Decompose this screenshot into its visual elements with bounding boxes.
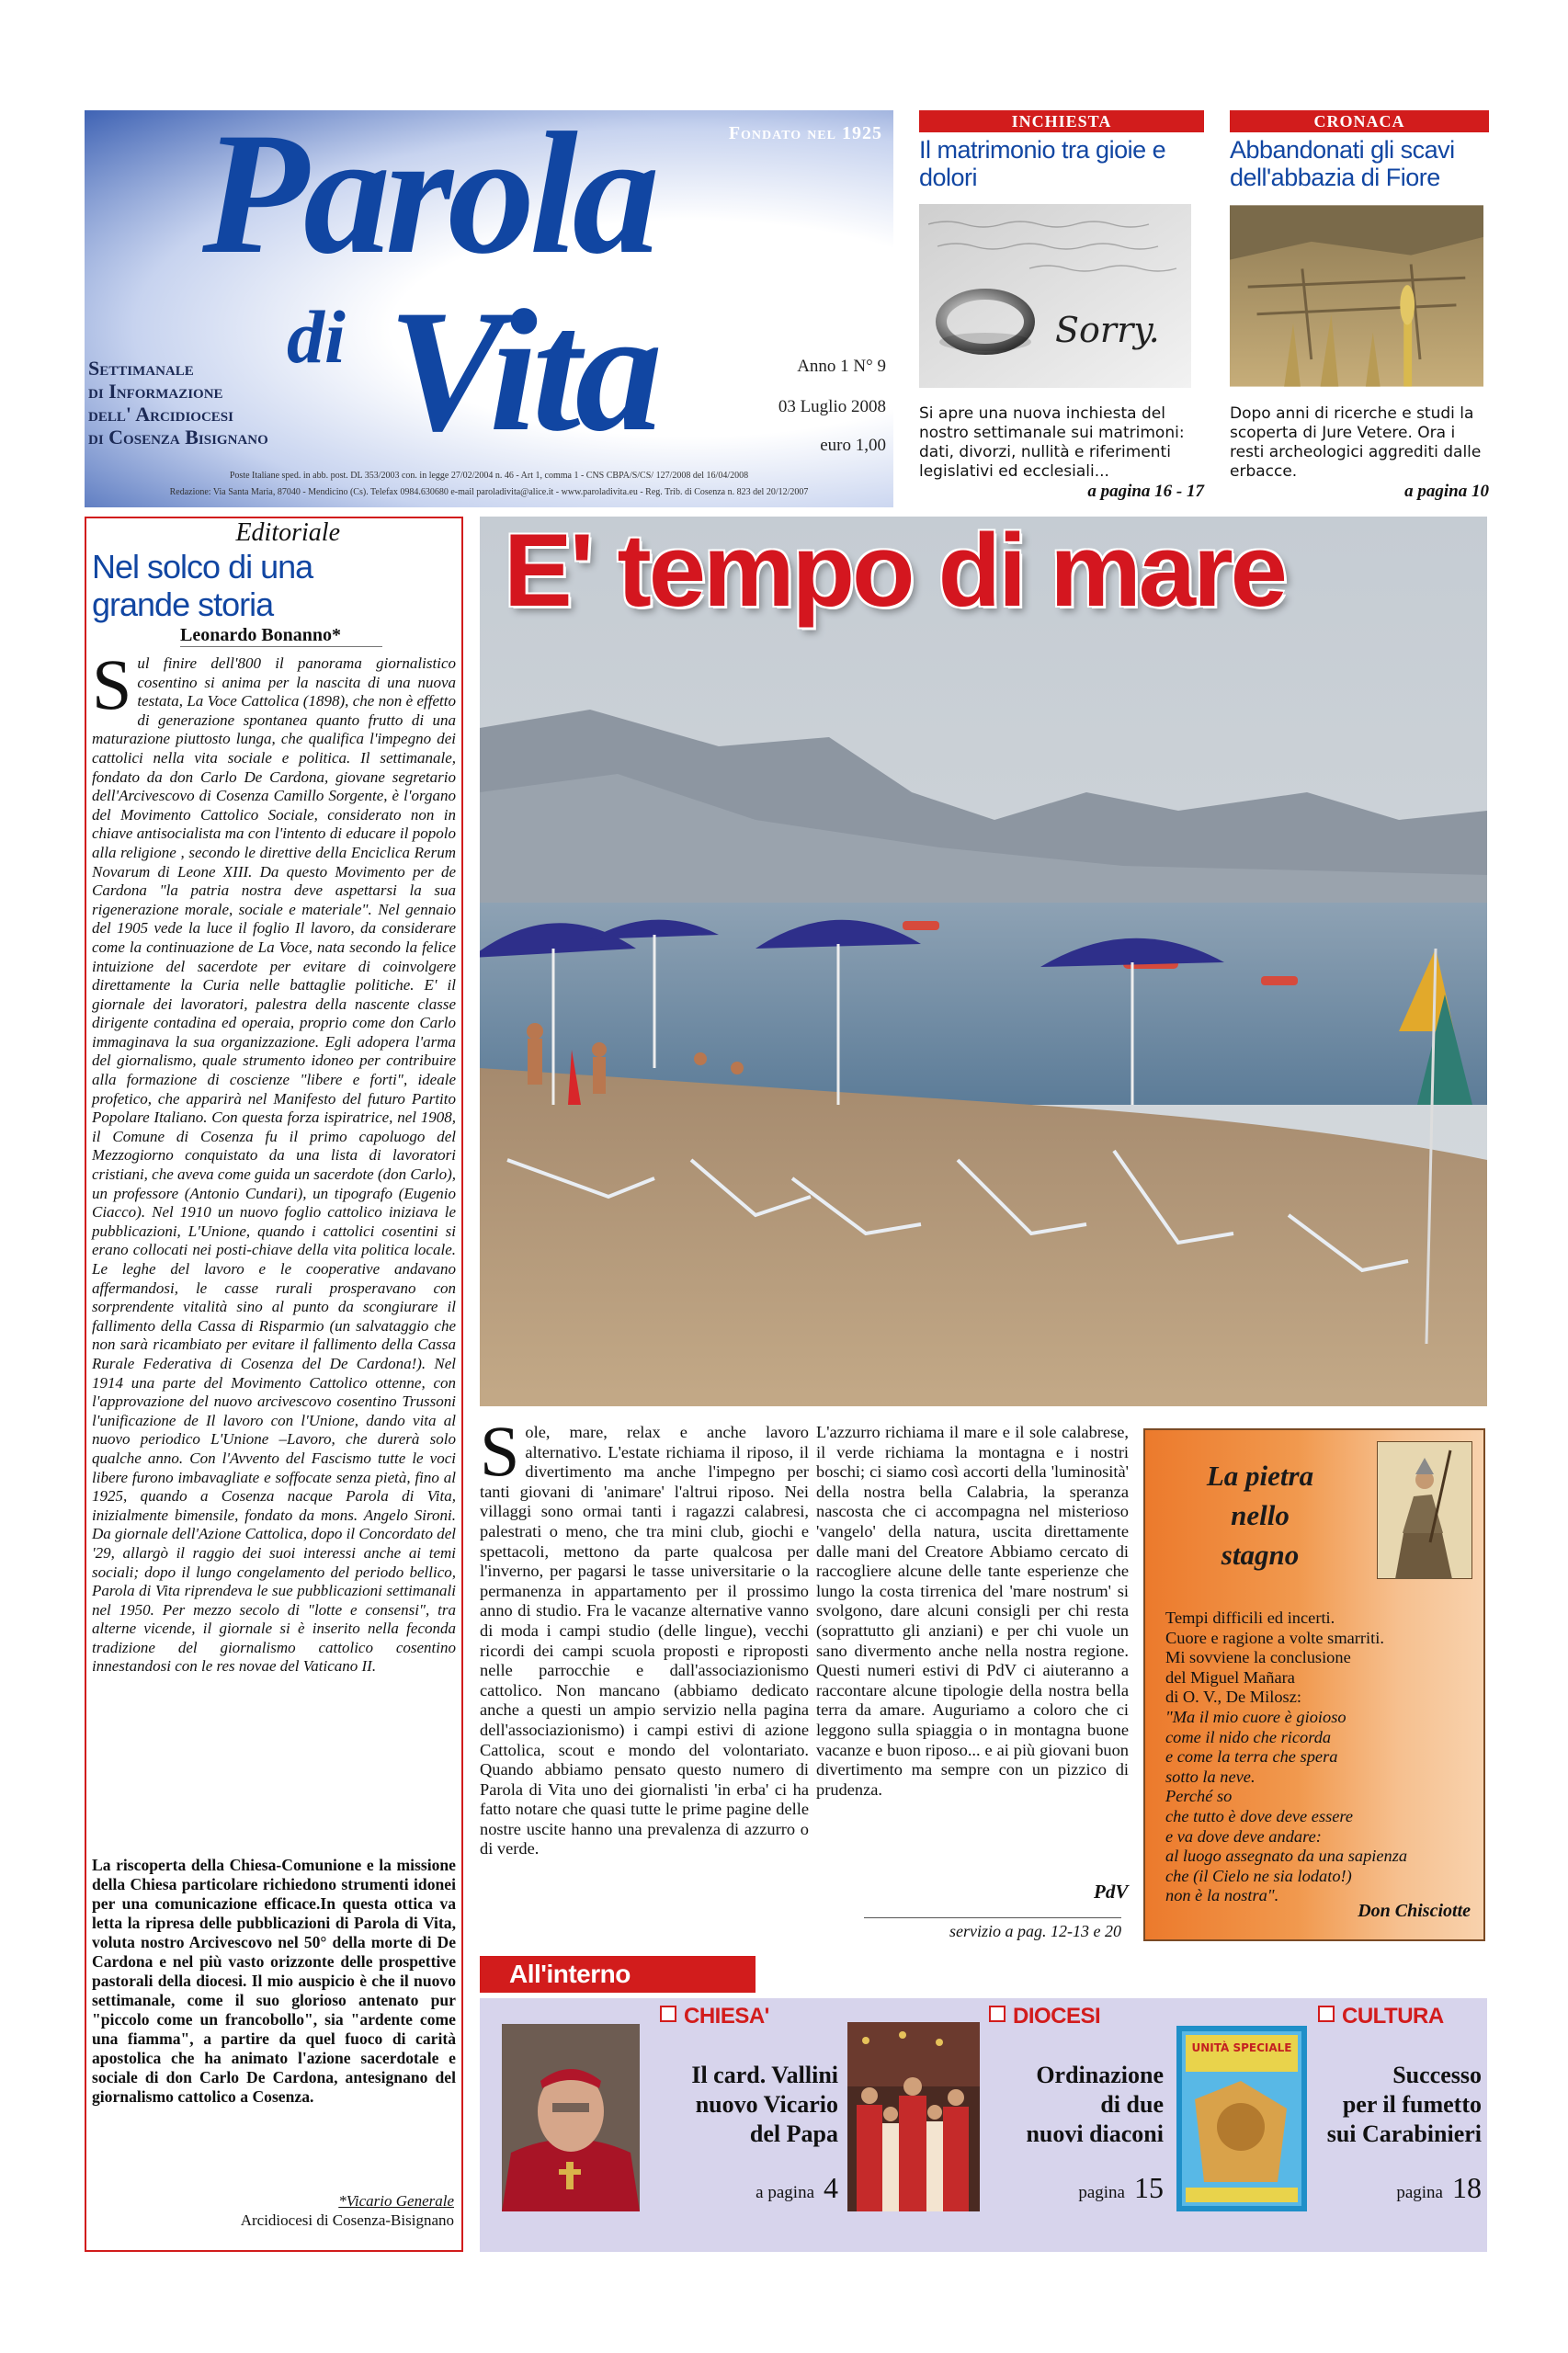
box-line: di O. V., De Milosz: [1165,1688,1301,1707]
logo-parola: Parola [202,110,654,290]
column-la-pietra-nello-stagno [1143,1428,1485,1941]
box-title-line: stagno [1221,1539,1300,1571]
masthead [85,110,893,507]
don-quixote-illustration [1377,1441,1472,1579]
inside-title-line: Ordinazione [1036,2062,1164,2088]
section-label: CHIESA' [684,2004,769,2029]
page-label: a pagina [756,2183,814,2202]
box-title [1182,1456,1338,1574]
issue-price: euro 1,00 [820,436,886,455]
box-line: del Miguel Mañara [1165,1667,1295,1687]
box-quote-line: e come la terra che spera [1165,1747,1338,1767]
editorial-office-info: Redazione: Via Santa Maria, 87040 - Mendicino (Cs). Telefax 0984.630680 e-mail paroladivita@alice.it - www.paroladivita.eu - Reg. Trib. di Cosenza n. 823 del 20/12/2007 [169,487,809,497]
inside-panel [480,1998,1487,2252]
box-quote-line: "Ma il mio cuore è gioioso [1165,1707,1346,1726]
cardinal-portrait-photo [502,2024,640,2211]
editorial-signature [241,2191,454,2230]
page-number: 18 [1452,2171,1482,2204]
teaser-body: Dopo anni di ricerche e studi la scoperta di Jure Vetere. Ora i resti archeologici aggrediti dalle erbacce. [1230,404,1482,481]
signature-org: Arcidiocesi di Cosenza-Bisignano [240,2211,454,2229]
excavation-photo [1230,204,1483,388]
box-quote-line: e va dove deve andare: [1165,1826,1322,1846]
page-number: 4 [824,2171,838,2204]
box-quote-line: come il nido che ricorda [1165,1727,1332,1746]
inside-title-line: Successo [1392,2062,1482,2088]
box-line: Tempi difficili ed incerti. [1165,1608,1335,1627]
tagline-line: dell' Arcidiocesi [88,403,233,426]
box-quote-line: non è la nostra". [1165,1886,1279,1905]
box-text [1165,1608,1469,1906]
main-article-col2 [816,1423,1129,1800]
editorial-kicker: Editoriale [235,518,340,547]
inside-section-cultura[interactable] [1318,2004,1444,2029]
tagline-line: di Informazione [88,380,223,403]
section-label: CULTURA [1342,2004,1444,2029]
checkbox-icon [1318,2006,1335,2022]
inside-page-ref[interactable] [645,2171,838,2205]
editorial-headline[interactable]: Nel solco di una grande storia [92,548,313,623]
drop-cap: S [92,644,132,724]
inside-title[interactable] [1318,2061,1482,2149]
drop-cap: S [480,1411,520,1491]
article-page-ref[interactable]: servizio a pag. 12-13 e 20 [864,1917,1121,1941]
teaser-cronaca[interactable] [1230,110,1489,502]
section-bar: CRONACA [1230,110,1489,132]
beach-scene [480,517,1487,1406]
editorial-column [85,517,463,2252]
logo-di: di [287,295,346,379]
postal-info: Poste Italiane sped. in abb. post. DL 353/2003 con. in legge 27/02/2004 n. 46 - Art 1, comma 1 - CNS CBPA/S/CS/ 127/2008 del 16/04/2008 [229,471,749,481]
photo-handwriting: Sorry. [1055,310,1160,350]
box-quote-line: Perché so [1165,1787,1233,1806]
teaser-title[interactable]: Abbandonati gli scavi dell'abbazia di Fiore [1230,136,1455,191]
section-bar: INCHIESTA [919,110,1204,132]
page-label: pagina [1396,2183,1443,2202]
inside-section-chiesa[interactable] [660,2004,769,2029]
wedding-ring-photo [919,204,1191,388]
box-signature: Don Chisciotte [1358,1901,1471,1921]
editorial-closing: La riscoperta della Chiesa-Comunione e la missione della Chiesa particolare richiedono strumenti idonei per una comunicazione efficace.In questa ottica va letta la ripresa delle pubblicazioni di Parola di Vita, voluta nostro Arcivescovo nel 50° della morte di De Cardona e nel più vasto orizzonte delle prospettive pastorali della diocesi. Il mio auspicio è che il nuovo settimanale, come il suo glorioso antenato pur "piccolo come un francobollo", sia "ardente come una fiamma", a partire da quel fuoco di carità apostolica che ha animato l'azione sacerdotale e sociale di don Carlo De Cardona, antesignano del giornalismo cattolico a Cosenza. [92,1856,456,2106]
editorial-body [92,644,456,1677]
inside-title-line: Il card. Vallini [691,2062,838,2088]
tagline-line: di Cosenza Bisignano [88,426,268,449]
box-quote-line: che tutto è dove deve essere [1165,1806,1354,1825]
comic-title: UNITÀ SPECIALE [1191,2041,1292,2054]
section-label: DIOCESI [1013,2004,1101,2029]
signature-role: *Vicario Generale [338,2192,454,2210]
checkbox-icon [660,2006,676,2022]
teaser-body: Si apre una nuova inchiesta del nostro settimanale sui matrimoni: dati, divorzi, nullità e riferimenti legislativi ed ecclesiali... [919,404,1185,481]
inside-title-line: di due [1100,2091,1164,2118]
issue-date: 03 Luglio 2008 [778,397,886,416]
beach-photo [480,517,1487,1406]
box-line: Mi sovviene la conclusione [1165,1648,1351,1667]
box-line: Cuore e ragione a volte smarriti. [1165,1628,1384,1647]
box-title-line: nello [1231,1499,1290,1531]
editorial-text: ul finire dell'800 il panorama giornalistico cosentino si anima per la nascita di una nuova testata, La Voce Cattolica (1898), che non è effetto di generazione spontanea quanto frutto di una maturazione piuttosto lunga, che qualifica l'impegno dei cattolici nella vita sociale e politica. Il settimanale, fondato da don Carlo De Cardona, giovane segretario dell'Arcivescovo di Cosenza Camillo Sorgente, è l'organo del Movimento Cattolico Sociale, considerato non in chiave antisocialista ma con l'intento di educare il popolo alla religione , secondo le direttive della Enciclica Rerum Novarum di Leone XIII. Da questo Movimento per de Cardona "la patria nostra deve aspettarsi la sua rigenerazione morale, sociale e materiale". Nel gennaio del 1905 vede la luce il foglio Il lavoro, da considerare come la continuazione de La Voce, nata secondo la felice intuizione del sacerdote per evitare di coinvolgere direttamente la Curia nelle battaglie politiche. E' il giornale dei lavoratori, palestra della nascente classe dirigente contadina ed operaia, proprio come don Carlo immaginava la sua organizzazione. Egli adopera l'arma del giornalismo, quale strumento idoneo per contribuire alla formazione di coscienze "libere e forti", ideale profetico, che apparirà nel Manifesto del futuro Partito Popolare Italiano. Con questa forza ispiratrice, nel 1908, il Comune di Cosenza fu il primo capoluogo del Mezzogiorno conquistato da una lista di lavoratori cristiani, che aveva come guida un sacerdote (don Carlo), un professore (Antonio Cundari), un tipografo (Eugenio Ciacco). Nel 1910 un nuovo foglio cattolico iniziava le pubblicazioni, L'Unione, quando i cattolici cosentini si erano collocati nei posti-chiave della vita politica locale. Le leghe del lavoro e le cooperative andavano affermandosi, le casse rurali prosperavano con sorprendente vitalità sino al punto da scongiurare il fallimento della Cassa di Risparmio (un salvataggio che non sarà ricambiato per evitare il fallimento della Cassa Rurale Federativa di Cosenza del De Cardona!). Nel 1914 una parte del Movimento Cattolico ottenne, con l'approvazione del nuovo arcivescovo cosentino Trussoni l'unificazione de Il lavoro con l'Unione, dando vita al nuovo periodico L'Unione –Lavoro, che durerà solo qualche anno. Con l'Avvento del Fascismo tutte le voci libere furono imbavagliate e soffocate senza pietà, fino al 1925, quando a Cosenza nacque Parola di Vita, inizialmente bimensile, fondato da mons. Angelo Sironi. Da giornale dell'Azione Cattolica, dopo il Concordato del '29, allargò il raggio dei suoi interessi anche ai temi sociali; dopo il lungo congelamento del periodo bellico, Parola di Vita riprendeva le sue pubblicazioni settimanali nel 1950. Per mezzo secolo di "lotte e consensi", tra alterne vicende, il giornale si è inserito nella feconda tradizione del giornalismo cattolico cosentino innestandosi con le res novae del Vaticano II. [92,654,456,1676]
checkbox-icon [989,2006,1006,2022]
box-quote-line: che (il Cielo ne sia lodato!) [1165,1866,1352,1885]
main-article-col1 [480,1411,809,1859]
page-number: 15 [1134,2171,1164,2204]
teaser-inchiesta[interactable] [919,110,1204,502]
issue-number: Anno 1 N° 9 [797,357,886,376]
inside-title-line: per il fumetto [1342,2091,1482,2118]
logo-vita: Vita [388,275,657,468]
inside-title-line: nuovo Vicario [695,2091,838,2118]
teaser-title[interactable]: Il matrimonio tra gioie e dolori [919,136,1166,191]
ordination-ceremony-photo [847,2022,980,2211]
teaser-page-ref[interactable]: a pagina 10 [1404,482,1489,501]
inside-section-diocesi[interactable] [989,2004,1100,2029]
inside-title-line: sui Carabinieri [1326,2120,1482,2147]
main-article-text: L'azzurro richiama il mare e il sole calabrese, il verde richiama la montagna e i nostri boschi; ci siamo così accorti della 'luminosità' della nostra bella Calabria, la speranza nascosta che ci accompagna nel misterioso 'vangelo' della natura, uscita direttamente dalle mani del Creatore Abbiamo cercato di raccogliere alcune delle tante esperienze che lungo la costa tirrenica del 'mare nostrum' si svolgono, dare alcuni consigli per chi resta (soprattutto gli anziani) e per chi vuole un sano divermento anche nella nostra regione. Questi numeri estivi di PdV ci aiuteranno a raccontare alcune tipologie della nostra bella terra da amare. Auguriamo a coloro che ci leggono sulla spiaggia o in montagna buone vacanze e buon riposo... e ai più giovani buon divertimento ma sempre con un pizzico di prudenza. [816,1423,1129,1799]
inside-title[interactable] [645,2061,838,2149]
editorial-author: Leonardo Bonanno* [180,625,382,647]
masthead-tagline [88,357,268,449]
main-article-text: ole, mare, relax e anche lavoro alternativo. L'estate richiama il riposo, il divertimento ma anche l'impegno per tanti giovani di 'animare' l'altrui riposo. Nei villaggi sono ormai tanti i ragazzi calabresi, palestrati o meno, che tra mini club, giochi e spettacoli, mettono da parte qualcosa per l'inverno, per pagarsi le tasse universitarie o la permanenza in appartamento per il prossimo anno di studio. Fra le vacanze alternative vanno di moda i campi studio (delle lingue), vecchi ricordi dei campi scuola proposti e riproposti nelle parrocchie e dall'associazionismo cattolico. Non mancano (abbiamo dedicato anche a questi un ampio servizio nella pagina dell'associazionismo) i campi estivi di azione Cattolica, scout e mondo del volontariato. Quando abbiamo pensato questo numero di Parola di Vita uno dei giornalisti 'in erba' ci ha fatto notare che quasi tutte le prime pagine delle nostre uscite hanno una prevalenza di azzurro o di verde. [480,1423,809,1859]
comic-cover-photo [1176,2026,1307,2211]
box-quote-line: sotto la neve. [1165,1767,1256,1786]
inside-title[interactable] [989,2061,1164,2149]
founded-label: Fondato nel 1925 [728,123,882,143]
inside-title-line: del Papa [749,2120,838,2147]
page-label: pagina [1078,2183,1125,2202]
box-title-line: La pietra [1206,1460,1314,1492]
inside-tab: All'interno [480,1956,756,1993]
teaser-page-ref[interactable]: a pagina 16 - 17 [1087,482,1204,501]
tagline-line: Settimanale [88,357,194,380]
inside-page-ref[interactable] [989,2171,1164,2205]
inside-title-line: nuovi diaconi [1026,2120,1164,2147]
inside-page-ref[interactable] [1318,2171,1482,2205]
box-quote-line: al luogo assegnato da una sapienza [1165,1847,1408,1866]
main-headline[interactable]: E' tempo di mare [504,517,1285,628]
article-signature: PdV [1094,1881,1129,1903]
